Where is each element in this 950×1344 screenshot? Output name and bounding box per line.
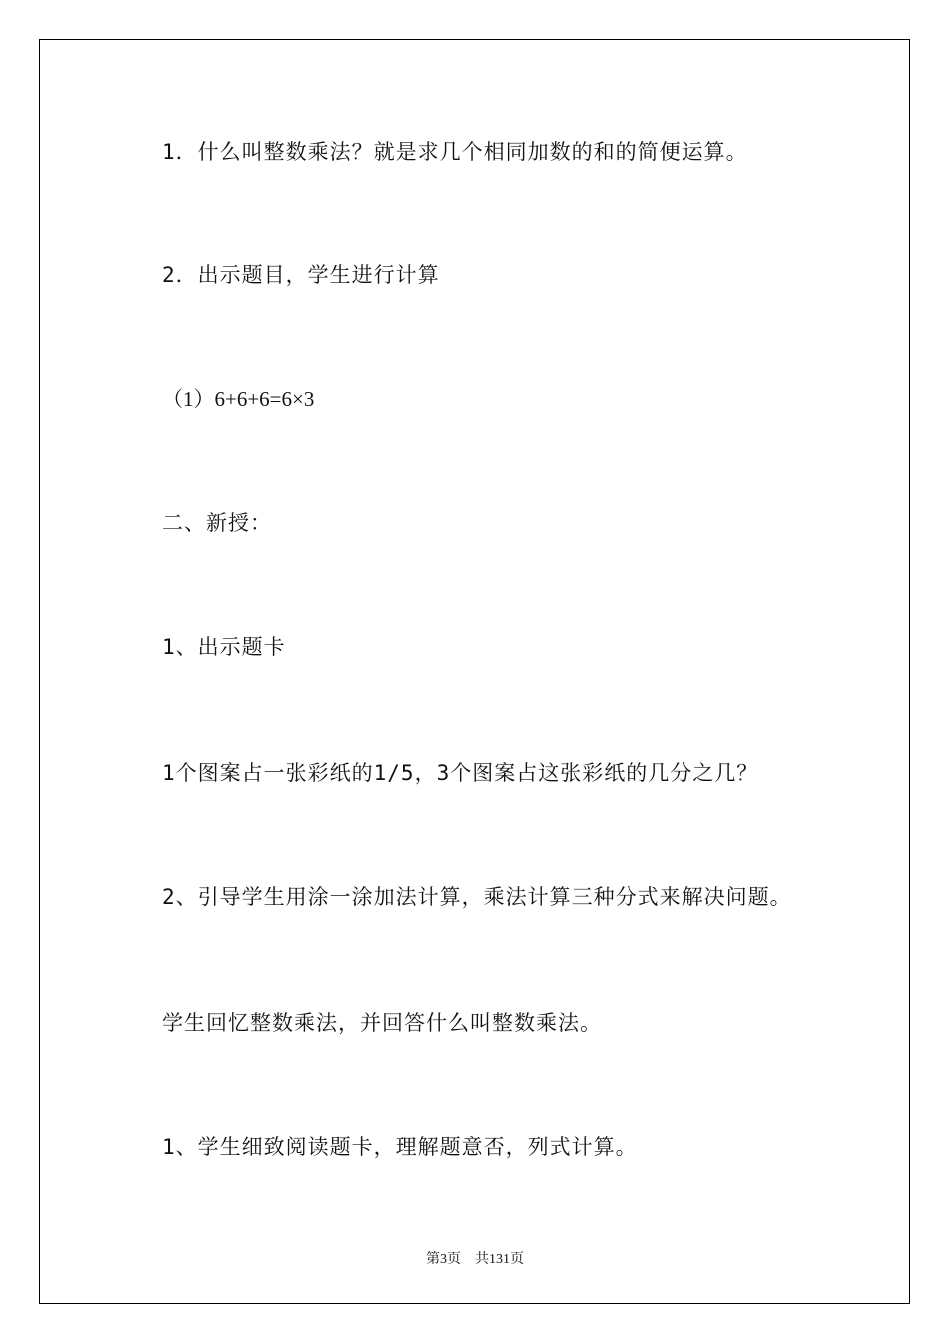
section-heading-new-lesson: 二、新授： — [162, 511, 272, 535]
paragraph-1: 1．什么叫整数乘法？就是求几个相同加数的和的简便运算。 — [162, 140, 748, 164]
page-number: 第3页 — [426, 1252, 461, 1267]
page-footer — [0, 1248, 950, 1268]
paragraph-2: 2．出示题目，学生进行计算 — [162, 263, 440, 287]
paragraph-5: 1、出示题卡 — [162, 635, 286, 659]
paragraph-8: 学生回忆整数乘法，并回答什么叫整数乘法。 — [162, 1011, 602, 1035]
paragraph-7: 2、引导学生用涂一涂加法计算，乘法计算三种分式来解决问题。 — [162, 885, 792, 909]
paragraph-6: 1个图案占一张彩纸的1/5，3个图案占这张彩纸的几分之几？ — [162, 761, 759, 785]
page-total: 共131页 — [475, 1252, 524, 1267]
paragraph-9: 1、学生细致阅读题卡，理解题意否，列式计算。 — [162, 1135, 638, 1159]
paragraph-3: （1）6+6+6=6×3 — [162, 387, 315, 411]
page-border — [39, 39, 910, 1304]
